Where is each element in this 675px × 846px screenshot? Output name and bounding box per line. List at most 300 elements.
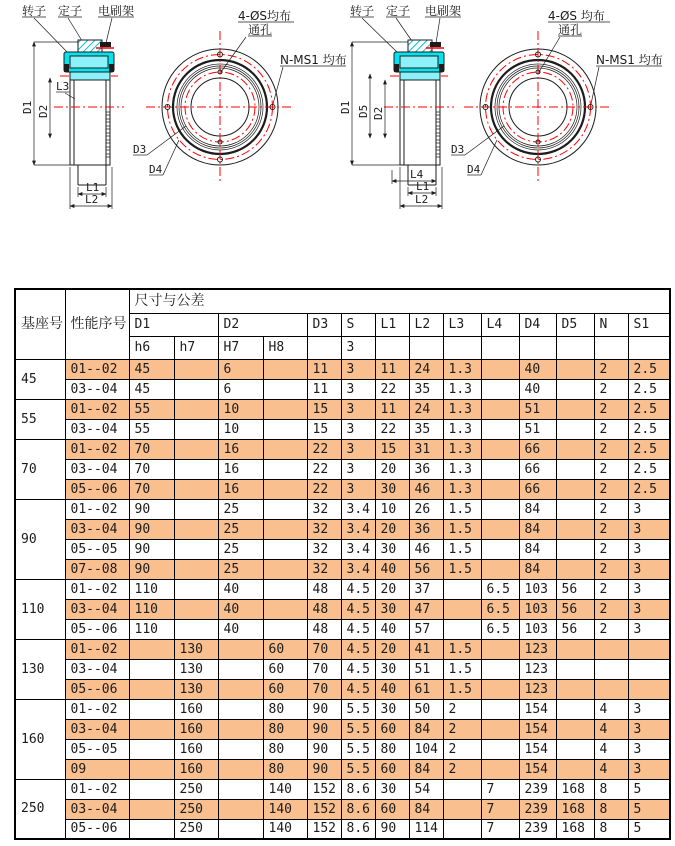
dim-value-cell: 6 <box>218 379 263 399</box>
dim-value-cell: 54 <box>409 779 443 799</box>
right-front-view <box>451 8 663 183</box>
dim-value-cell <box>556 519 594 539</box>
dim-value-cell: 90 <box>307 719 341 739</box>
brush-block <box>100 42 111 47</box>
table-row <box>15 619 670 639</box>
dim-value-cell: 140 <box>263 799 307 819</box>
rotor-collar <box>70 72 110 80</box>
dim-value-cell: 70 <box>307 659 341 679</box>
technical-drawings <box>0 0 675 282</box>
perf-col-header: 性能序号 <box>65 289 129 359</box>
dim-value-cell: 40 <box>375 559 409 579</box>
dim-value-cell: 5.5 <box>341 699 375 719</box>
dim-value-cell: 40 <box>519 359 556 379</box>
dim-value-cell: 11 <box>375 359 409 379</box>
dim-d1: D1 <box>339 100 352 114</box>
table-row <box>15 639 670 659</box>
dim-value-cell: 60 <box>375 759 409 779</box>
dim-value-cell: 2 <box>594 399 628 419</box>
dim-value-cell: 84 <box>519 499 556 519</box>
performance-number-cell: 01--02 <box>65 399 129 419</box>
dim-value-cell: 3.4 <box>341 559 375 579</box>
dim-value-cell: 55 <box>129 419 174 439</box>
dim-value-cell: 4.5 <box>341 679 375 699</box>
dim-value-cell: 152 <box>307 779 341 799</box>
dimension-table-body <box>15 359 670 839</box>
dim-value-cell <box>556 759 594 779</box>
dim-value-cell: 11 <box>307 379 341 399</box>
dim-value-cell: 25 <box>218 539 263 559</box>
dim-value-cell: 160 <box>174 719 218 739</box>
dim-value-cell <box>263 539 307 559</box>
dim-value-cell: 2.5 <box>628 439 670 459</box>
dim-value-cell <box>594 639 628 659</box>
dim-value-cell <box>556 419 594 439</box>
dim-value-cell: 16 <box>218 459 263 479</box>
dim-value-cell <box>218 779 263 799</box>
brush-holder-label: 电刷架 <box>425 4 462 18</box>
thread-callout: N-MS1 均布 <box>280 53 347 67</box>
dim-value-cell <box>443 579 481 599</box>
base-number-cell: 110 <box>15 579 65 639</box>
performance-number-cell: 03--04 <box>65 659 129 679</box>
dim-value-cell <box>443 819 481 839</box>
dim-value-cell: 123 <box>519 659 556 679</box>
dim-value-cell: 50 <box>409 699 443 719</box>
dim-value-cell: 25 <box>218 499 263 519</box>
dim-value-cell: 1.3 <box>443 459 481 479</box>
dim-header-N: N <box>594 313 628 336</box>
dim-value-cell: 3 <box>628 579 670 599</box>
dim-d3: D3 <box>451 143 465 156</box>
dim-value-cell: 2 <box>594 599 628 619</box>
dim-value-cell: 239 <box>519 799 556 819</box>
dim-l2: L2 <box>85 193 99 206</box>
dim-value-cell: 66 <box>519 459 556 479</box>
dim-value-cell <box>263 379 307 399</box>
dim-value-cell: 90 <box>307 699 341 719</box>
sub-header-2: H7 <box>218 336 263 359</box>
stator-label: 定子 <box>386 4 411 18</box>
dim-header-L2: L2 <box>409 313 443 336</box>
dim-value-cell: 130 <box>174 659 218 679</box>
dim-value-cell: 3 <box>628 499 670 519</box>
left-side-view <box>21 3 134 209</box>
dim-value-cell <box>481 699 519 719</box>
dim-value-cell <box>218 659 263 679</box>
dim-value-cell: 250 <box>174 819 218 839</box>
dim-value-cell: 15 <box>307 419 341 439</box>
thread-callout: N-MS1 均布 <box>596 53 663 67</box>
dim-value-cell: 5 <box>628 779 670 799</box>
table-row <box>15 559 670 579</box>
sub-header-1: h7 <box>174 336 218 359</box>
dim-value-cell <box>556 559 594 579</box>
dim-value-cell: 84 <box>519 559 556 579</box>
dim-value-cell: 84 <box>409 759 443 779</box>
dim-d1: D1 <box>21 100 34 114</box>
dim-value-cell <box>481 399 519 419</box>
dim-value-cell: 2 <box>594 579 628 599</box>
dim-value-cell: 60 <box>375 719 409 739</box>
dim-header-S: S <box>341 313 375 336</box>
table-row <box>15 479 670 499</box>
table-row <box>15 539 670 559</box>
performance-number-cell: 09 <box>65 759 129 779</box>
dim-value-cell <box>481 559 519 579</box>
dim-value-cell: 4.5 <box>341 639 375 659</box>
dim-value-cell: 46 <box>409 539 443 559</box>
dim-value-cell: 8.6 <box>341 819 375 839</box>
dim-value-cell <box>263 479 307 499</box>
dim-value-cell <box>481 459 519 479</box>
dim-value-cell <box>481 439 519 459</box>
dim-value-cell: 1.5 <box>443 559 481 579</box>
sub-header-10 <box>519 336 556 359</box>
dim-value-cell: 8.6 <box>341 779 375 799</box>
performance-number-cell: 05--05 <box>65 539 129 559</box>
dim-value-cell <box>556 379 594 399</box>
dim-value-cell: 114 <box>409 819 443 839</box>
dim-value-cell <box>481 719 519 739</box>
dim-value-cell: 37 <box>409 579 443 599</box>
dim-value-cell: 250 <box>174 779 218 799</box>
dim-value-cell: 2 <box>594 479 628 499</box>
dim-value-cell: 3 <box>628 739 670 759</box>
rotor-body <box>400 80 440 165</box>
dim-value-cell: 154 <box>519 699 556 719</box>
dim-value-cell: 239 <box>519 779 556 799</box>
sub-header-5: 3 <box>341 336 375 359</box>
dim-value-cell: 30 <box>375 479 409 499</box>
dim-value-cell <box>443 619 481 639</box>
dim-value-cell: 60 <box>375 799 409 819</box>
dim-value-cell <box>556 359 594 379</box>
dim-value-cell: 7 <box>481 779 519 799</box>
dim-value-cell <box>481 639 519 659</box>
sub-header-11 <box>556 336 594 359</box>
dim-value-cell: 11 <box>375 399 409 419</box>
dim-value-cell <box>218 799 263 819</box>
sub-header-3: H8 <box>263 336 307 359</box>
dim-value-cell: 48 <box>307 619 341 639</box>
performance-number-cell: 03--04 <box>65 419 129 439</box>
dim-value-cell <box>443 599 481 619</box>
dim-value-cell <box>481 539 519 559</box>
dim-value-cell: 84 <box>409 719 443 739</box>
base-number-cell: 90 <box>15 499 65 579</box>
dim-value-cell: 90 <box>129 539 174 559</box>
performance-number-cell: 01--02 <box>65 779 129 799</box>
performance-number-cell: 03--04 <box>65 799 129 819</box>
table-row <box>15 599 670 619</box>
rotor-label: 转子 <box>22 4 47 18</box>
dim-value-cell: 3 <box>341 379 375 399</box>
dim-value-cell <box>218 739 263 759</box>
dim-value-cell: 11 <box>307 359 341 379</box>
dim-value-cell: 103 <box>519 579 556 599</box>
dim-value-cell: 8 <box>594 819 628 839</box>
dim-value-cell <box>594 679 628 699</box>
dim-value-cell: 3 <box>341 459 375 479</box>
dim-value-cell: 168 <box>556 799 594 819</box>
dim-value-cell: 154 <box>519 739 556 759</box>
table-header-row-1 <box>15 289 670 313</box>
dim-value-cell: 103 <box>519 599 556 619</box>
dim-value-cell: 10 <box>218 399 263 419</box>
dim-value-cell <box>174 459 218 479</box>
rotor-label: 转子 <box>350 4 375 18</box>
dim-value-cell <box>443 779 481 799</box>
dim-value-cell: 84 <box>409 799 443 819</box>
dim-value-cell <box>556 399 594 419</box>
table-row <box>15 379 670 399</box>
dim-header-D5: D5 <box>556 313 594 336</box>
dim-value-cell: 2.5 <box>628 359 670 379</box>
dim-value-cell: 3 <box>628 559 670 579</box>
dim-value-cell: 16 <box>218 439 263 459</box>
dim-d5: D5 <box>357 104 370 118</box>
dim-value-cell <box>129 719 174 739</box>
dim-value-cell <box>556 539 594 559</box>
brush-holder-label: 电刷架 <box>98 4 135 18</box>
dim-value-cell: 84 <box>519 519 556 539</box>
table-row <box>15 719 670 739</box>
dim-value-cell: 51 <box>519 399 556 419</box>
sub-header-4 <box>307 336 341 359</box>
dim-value-cell: 4.5 <box>341 599 375 619</box>
dim-value-cell: 60 <box>263 679 307 699</box>
dim-value-cell: 56 <box>556 619 594 639</box>
dim-value-cell <box>481 519 519 539</box>
base-number-cell: 55 <box>15 399 65 439</box>
dim-value-cell: 154 <box>519 719 556 739</box>
dim-d4: D4 <box>149 163 163 176</box>
dim-value-cell: 80 <box>263 699 307 719</box>
dim-value-cell: 2 <box>594 379 628 399</box>
stator-hatch <box>78 40 102 53</box>
performance-number-cell: 01--02 <box>65 699 129 719</box>
table-row <box>15 779 670 799</box>
performance-number-cell: 05--05 <box>65 739 129 759</box>
dim-value-cell <box>263 579 307 599</box>
dim-header-D3: D3 <box>307 313 341 336</box>
dim-value-cell: 80 <box>263 719 307 739</box>
dim-value-cell: 51 <box>519 419 556 439</box>
dim-value-cell: 1.3 <box>443 359 481 379</box>
dim-value-cell <box>174 439 218 459</box>
dim-value-cell: 6.5 <box>481 619 519 639</box>
dim-value-cell: 1.3 <box>443 419 481 439</box>
performance-number-cell: 05--06 <box>65 819 129 839</box>
performance-number-cell: 03--04 <box>65 719 129 739</box>
dim-value-cell: 2 <box>594 619 628 639</box>
dim-value-cell: 45 <box>129 379 174 399</box>
table-row <box>15 759 670 779</box>
dim-value-cell: 2 <box>594 539 628 559</box>
dim-value-cell: 1.3 <box>443 439 481 459</box>
dim-value-cell: 3 <box>628 599 670 619</box>
dim-l1: L1 <box>416 180 430 193</box>
dim-value-cell: 57 <box>409 619 443 639</box>
dim-value-cell <box>481 359 519 379</box>
dim-value-cell: 2 <box>594 359 628 379</box>
dim-value-cell: 1.3 <box>443 399 481 419</box>
dimension-table <box>14 288 671 840</box>
sub-header-13 <box>628 336 670 359</box>
table-row <box>15 439 670 459</box>
dim-value-cell <box>174 559 218 579</box>
dim-value-cell <box>481 379 519 399</box>
dim-value-cell: 130 <box>174 639 218 659</box>
dim-value-cell: 22 <box>375 379 409 399</box>
dim-value-cell <box>481 659 519 679</box>
dim-value-cell <box>481 679 519 699</box>
dim-value-cell <box>628 679 670 699</box>
stator-hatch <box>408 40 432 53</box>
table-row <box>15 419 670 439</box>
dim-value-cell <box>129 639 174 659</box>
performance-number-cell: 01--02 <box>65 359 129 379</box>
dim-value-cell: 160 <box>174 739 218 759</box>
dim-value-cell: 56 <box>409 559 443 579</box>
base-number-cell: 160 <box>15 699 65 779</box>
dim-value-cell: 3 <box>341 479 375 499</box>
dim-value-cell <box>129 739 174 759</box>
table-row <box>15 499 670 519</box>
dim-value-cell: 40 <box>375 619 409 639</box>
dim-value-cell: 84 <box>519 539 556 559</box>
dim-value-cell <box>129 679 174 699</box>
dim-value-cell: 3 <box>341 399 375 419</box>
dim-value-cell: 6.5 <box>481 579 519 599</box>
holes-callout-2: 通孔 <box>558 23 583 37</box>
dim-header-D2: D2 <box>218 313 307 336</box>
dim-header-D4: D4 <box>519 313 556 336</box>
dim-l2: L2 <box>415 193 429 206</box>
dim-value-cell: 160 <box>174 699 218 719</box>
dim-value-cell: 70 <box>129 459 174 479</box>
dim-value-cell: 24 <box>409 359 443 379</box>
table-row <box>15 359 670 379</box>
dim-value-cell <box>174 539 218 559</box>
dim-value-cell: 3 <box>628 519 670 539</box>
dim-value-cell <box>174 499 218 519</box>
table-row <box>15 399 670 419</box>
performance-number-cell: 03--04 <box>65 379 129 399</box>
dim-value-cell: 4 <box>594 739 628 759</box>
dim-value-cell <box>174 519 218 539</box>
performance-number-cell: 01--02 <box>65 499 129 519</box>
dim-value-cell <box>481 739 519 759</box>
dim-value-cell: 2 <box>443 759 481 779</box>
dim-value-cell: 130 <box>174 679 218 699</box>
dim-value-cell: 168 <box>556 779 594 799</box>
dim-value-cell: 22 <box>375 419 409 439</box>
dim-value-cell: 32 <box>307 539 341 559</box>
dim-value-cell: 5 <box>628 819 670 839</box>
dim-value-cell: 2 <box>443 739 481 759</box>
dim-value-cell: 3.4 <box>341 539 375 559</box>
dim-value-cell: 4 <box>594 759 628 779</box>
dim-value-cell: 90 <box>129 499 174 519</box>
dim-value-cell <box>129 799 174 819</box>
table-row <box>15 519 670 539</box>
sub-header-12 <box>594 336 628 359</box>
dim-value-cell: 20 <box>375 639 409 659</box>
dim-value-cell <box>129 699 174 719</box>
dim-l1: L1 <box>86 181 100 194</box>
stator-label: 定子 <box>58 4 83 18</box>
performance-number-cell: 03--04 <box>65 599 129 619</box>
dim-value-cell: 41 <box>409 639 443 659</box>
dim-value-cell: 30 <box>375 599 409 619</box>
dim-value-cell: 2.5 <box>628 399 670 419</box>
base-number-cell: 70 <box>15 439 65 499</box>
dim-value-cell: 36 <box>409 519 443 539</box>
sub-header-0: h6 <box>129 336 174 359</box>
dim-header-L1: L1 <box>375 313 409 336</box>
dim-value-cell <box>481 419 519 439</box>
left-front-view <box>133 8 347 183</box>
dim-value-cell: 110 <box>129 579 174 599</box>
dim-value-cell: 168 <box>556 819 594 839</box>
dim-value-cell: 123 <box>519 679 556 699</box>
dim-value-cell: 8 <box>594 779 628 799</box>
dim-value-cell: 51 <box>409 659 443 679</box>
dim-value-cell: 66 <box>519 479 556 499</box>
dim-value-cell <box>556 719 594 739</box>
dim-value-cell <box>218 719 263 739</box>
dim-value-cell <box>556 479 594 499</box>
dim-value-cell: 35 <box>409 419 443 439</box>
dim-value-cell: 40 <box>218 619 263 639</box>
dim-value-cell <box>129 819 174 839</box>
size-tolerance-header: 尺寸与公差 <box>129 289 670 313</box>
dim-value-cell: 3 <box>341 359 375 379</box>
dim-value-cell: 1.3 <box>443 379 481 399</box>
base-number-cell: 130 <box>15 639 65 699</box>
dim-value-cell <box>174 579 218 599</box>
dim-value-cell: 61 <box>409 679 443 699</box>
dim-d3: D3 <box>133 143 147 156</box>
dim-value-cell: 40 <box>519 379 556 399</box>
dim-value-cell: 2.5 <box>628 479 670 499</box>
dim-value-cell: 90 <box>307 759 341 779</box>
sub-header-8 <box>443 336 481 359</box>
dim-value-cell: 2 <box>594 419 628 439</box>
dim-value-cell: 40 <box>375 679 409 699</box>
brush-block <box>430 42 441 47</box>
sub-header-6 <box>375 336 409 359</box>
dim-value-cell <box>556 499 594 519</box>
dim-value-cell: 70 <box>307 679 341 699</box>
dim-value-cell: 110 <box>129 599 174 619</box>
base-number-cell: 250 <box>15 779 65 839</box>
dim-value-cell: 40 <box>218 579 263 599</box>
dim-value-cell: 46 <box>409 479 443 499</box>
dim-value-cell: 1.5 <box>443 539 481 559</box>
dim-value-cell <box>174 399 218 419</box>
dim-value-cell: 2 <box>594 439 628 459</box>
dim-value-cell: 103 <box>519 619 556 639</box>
dim-value-cell <box>556 639 594 659</box>
performance-number-cell: 01--02 <box>65 439 129 459</box>
dim-value-cell: 15 <box>307 399 341 419</box>
dim-header-L4: L4 <box>481 313 519 336</box>
table-row <box>15 459 670 479</box>
table-row <box>15 659 670 679</box>
